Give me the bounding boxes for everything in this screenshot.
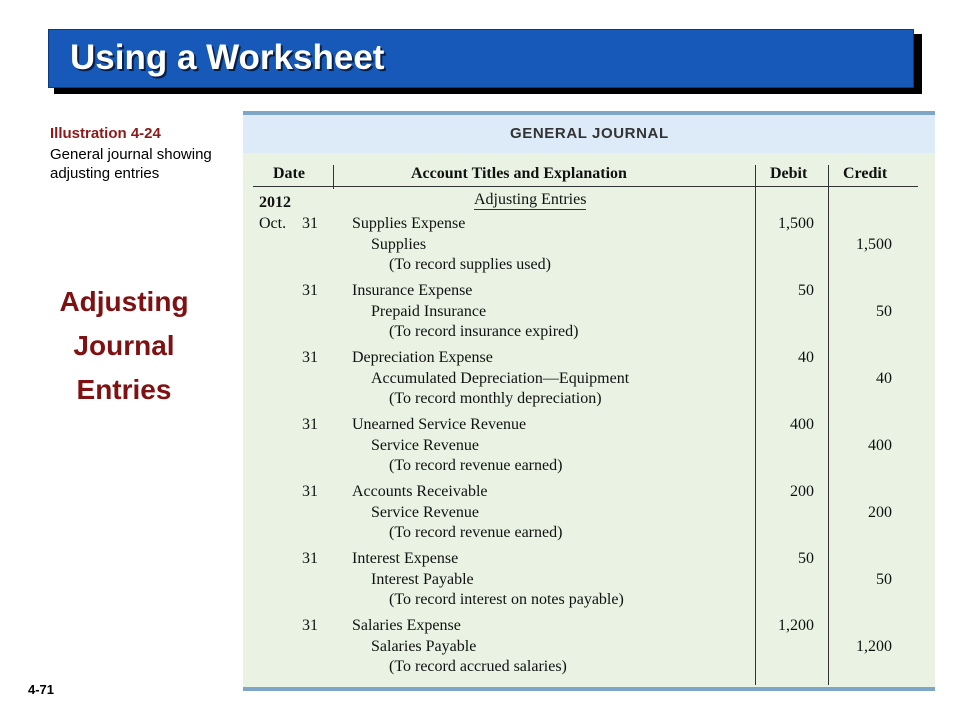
column-divider — [333, 165, 334, 189]
entry-credit-account: Prepaid Insurance — [371, 302, 487, 320]
entry-day: 31 — [302, 416, 318, 433]
entry-credit-account: Salaries Payable — [371, 637, 477, 655]
general-journal — [243, 111, 935, 691]
entry-month: Oct. — [259, 215, 287, 232]
side-heading-line: Entries — [76, 374, 172, 405]
entry-day: 31 — [302, 550, 318, 567]
entry-credit-account: Accumulated Depreciation—Equipment — [371, 369, 630, 387]
column-header-date: Date — [273, 165, 305, 182]
entry-credit-amount: 50 — [876, 570, 892, 588]
entry-debit-account: Salaries Expense — [352, 617, 461, 634]
entry-explanation: (To record interest on notes payable) — [389, 591, 624, 608]
entry-debit-account: Supplies Expense — [352, 215, 466, 232]
entry-explanation: (To record insurance expired) — [389, 323, 579, 340]
column-header-debit: Debit — [770, 165, 808, 182]
entry-credit-account: Service Revenue — [371, 503, 479, 521]
column-header-account: Account Titles and Explanation — [411, 165, 627, 182]
entry-day: 31 — [302, 349, 318, 366]
side-heading-line: Adjusting — [59, 286, 189, 317]
entry-explanation: (To record accrued salaries) — [389, 658, 567, 675]
entry-credit-amount: 200 — [868, 503, 892, 521]
entry-debit-account: Unearned Service Revenue — [352, 416, 527, 433]
journal-year: 2012 — [259, 194, 291, 211]
entry-credit-account: Service Revenue — [371, 436, 479, 454]
section-heading — [474, 191, 586, 209]
title-banner — [48, 29, 914, 88]
page-title: Using a Worksheet — [70, 38, 385, 77]
entry-credit-amount: 40 — [876, 369, 892, 387]
entry-debit-account: Interest Expense — [352, 550, 459, 567]
entry-day: 31 — [302, 483, 318, 500]
entry-day: 31 — [302, 215, 318, 232]
journal-header — [243, 115, 935, 153]
entry-credit-amount: 400 — [868, 436, 892, 454]
entry-debit-amount: 400 — [790, 416, 814, 433]
header-rule — [253, 186, 918, 187]
entry-explanation: (To record supplies used) — [389, 256, 551, 273]
entry-credit-account: Interest Payable — [371, 570, 474, 588]
journal-title: GENERAL JOURNAL — [510, 125, 669, 142]
entry-credit-amount: 50 — [876, 302, 892, 320]
entry-debit-amount: 50 — [798, 550, 814, 567]
entry-debit-amount: 50 — [798, 282, 814, 299]
entry-explanation: (To record revenue earned) — [389, 524, 563, 541]
entry-debit-amount: 1,500 — [778, 215, 814, 232]
entry-debit-amount: 1,200 — [778, 617, 814, 634]
entry-debit-amount: 40 — [798, 349, 814, 366]
section-heading-text: Adjusting Entries — [474, 191, 587, 208]
entry-debit-account: Accounts Receivable — [352, 483, 488, 500]
entry-credit-amount: 1,500 — [856, 235, 892, 253]
side-heading-line: Journal — [73, 330, 175, 361]
entry-day: 31 — [302, 617, 318, 634]
entry-debit-account: Depreciation Expense — [352, 349, 493, 366]
illustration-number: Illustration 4-24 — [50, 125, 161, 142]
entry-explanation: (To record revenue earned) — [389, 457, 563, 474]
column-header-credit: Credit — [843, 165, 888, 182]
column-divider — [828, 165, 829, 685]
entry-debit-amount: 200 — [790, 483, 814, 500]
entry-day: 31 — [302, 282, 318, 299]
side-heading — [36, 280, 212, 412]
slide-number: 4-71 — [28, 682, 55, 697]
entry-credit-amount: 1,200 — [856, 637, 892, 655]
illustration-caption: General journal showing adjusting entries — [50, 146, 212, 182]
entry-debit-account: Insurance Expense — [352, 282, 473, 299]
column-divider — [755, 165, 756, 685]
entry-explanation: (To record monthly depreciation) — [389, 390, 602, 407]
entry-credit-account: Supplies — [371, 235, 427, 253]
